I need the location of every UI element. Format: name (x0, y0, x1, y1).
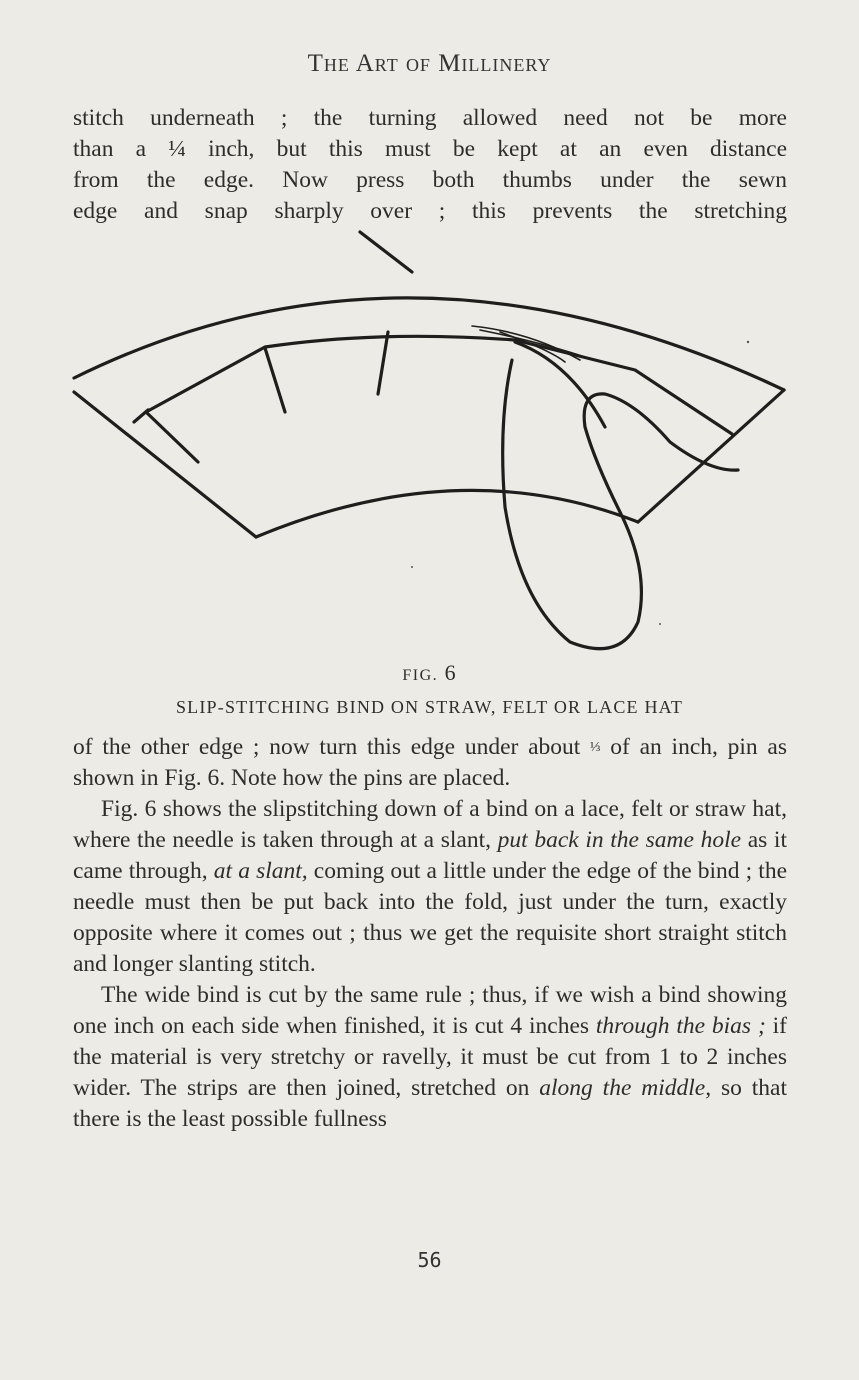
emphasis: through the bias ; (595, 1013, 766, 1039)
main-text (73, 732, 787, 1135)
pin-1 (265, 348, 285, 412)
figure-number (0, 660, 859, 686)
text-line: from the edge. Now press both thumbs under the sewn (73, 167, 787, 193)
needle-line (360, 232, 412, 272)
figure-number-value: 6 (444, 660, 457, 685)
fraction-third: ⅓ (590, 740, 601, 755)
left-brim-side (74, 392, 256, 537)
text-line: edge and snap sharply over ; this prevents the stretching (73, 198, 787, 224)
right-brim-side (638, 390, 784, 522)
thread-curve (515, 342, 605, 427)
fraction-quarter: ¼ (168, 136, 186, 162)
bind-top-edge (146, 336, 732, 434)
figure-caption: SLIP-STITCHING BIND ON STRAW, FELT OR LACE HAT (175, 697, 684, 717)
text-line: stitch underneath ; the turning allowed need not be more (73, 105, 787, 131)
pin-2 (378, 332, 388, 394)
speck (659, 623, 661, 625)
running-head: The Art of Millinery (307, 50, 552, 77)
speck (747, 341, 749, 343)
paragraph: Fig. 6 shows the slipstitching down of a bind on a lace, felt or straw hat, where the needle is taken through at a slant, put back in the same hole as it came through, at a slant, coming out a little under the edge of the bind ; the needle must then be put back into the fold, just under the turn, exactly opposite where it comes out ; thus we get the requisite short straight stitch and longer slanting stitch. (73, 796, 788, 977)
bind-stitching-drawing (60, 222, 800, 672)
emphasis: put back in the same hole (497, 827, 742, 853)
inner-brim-edge (256, 490, 638, 537)
outer-brim-edge (74, 298, 784, 390)
top-paragraph (73, 103, 787, 227)
paragraph: The wide bind is cut by the same rule ; thus, if we wish a bind showing one inch on each side when finished, it is cut 4 inches through the bias ; if the material is very stretchy or ravelly, it must be cut from 1 to 2 inches wider. The strips are then joined, stretched on along the middle, so that there is the least possible fullness (73, 982, 788, 1132)
page-number: 56 (417, 1248, 442, 1272)
figure-illustration (60, 222, 800, 672)
text-line: than a ¼ inch, but this must be kept at an even distance (73, 136, 788, 162)
speck (411, 566, 413, 568)
figure-label: FIG. (402, 667, 439, 684)
bind-thread-vertical (503, 360, 738, 649)
emphasis: along the middle, (539, 1075, 712, 1101)
emphasis: at a slant, (213, 858, 308, 884)
paragraph: of the other edge ; now turn this edge under about ⅓ of an inch, pin as shown in Fig. 6. Note how the pins are placed. (73, 734, 787, 791)
bind-left-fold (134, 410, 148, 422)
